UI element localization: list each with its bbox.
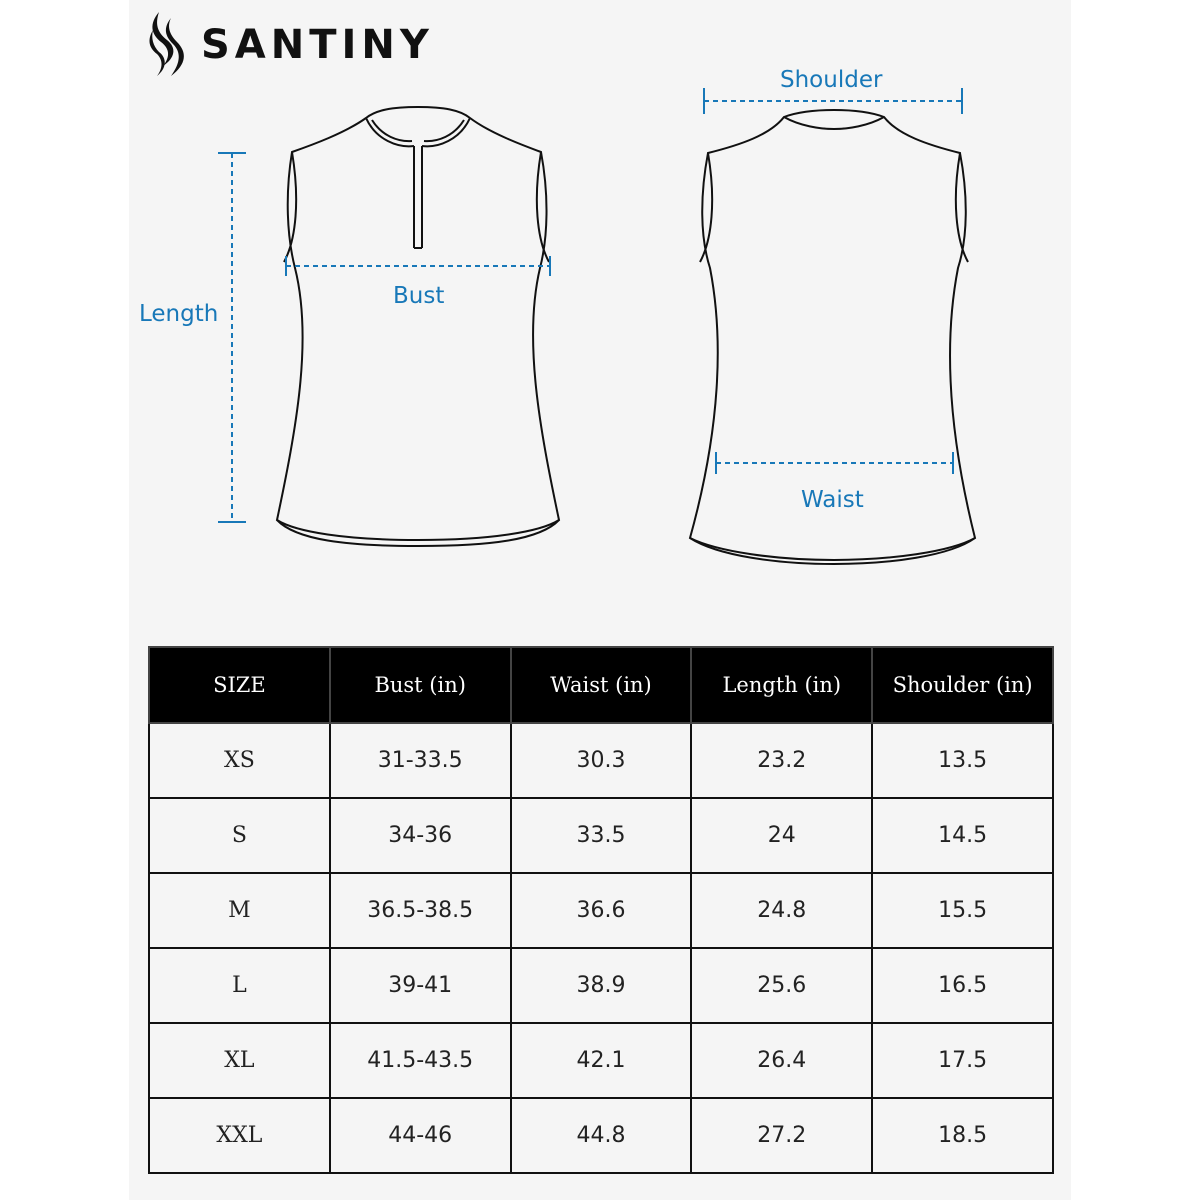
- length-cell: 27.2: [691, 1098, 872, 1173]
- shoulder-cell: 15.5: [872, 873, 1053, 948]
- shoulder-cell: 17.5: [872, 1023, 1053, 1098]
- size-cell: XS: [149, 723, 330, 798]
- shoulder-cell: 16.5: [872, 948, 1053, 1023]
- waist-cell: 44.8: [511, 1098, 692, 1173]
- front-view-garment: [277, 107, 559, 546]
- shoulder-cell: 14.5: [872, 798, 1053, 873]
- shoulder-label: Shoulder: [780, 67, 883, 93]
- length-cell: 26.4: [691, 1023, 872, 1098]
- size-cell: M: [149, 873, 330, 948]
- waist-cell: 30.3: [511, 723, 692, 798]
- waist-measure-line: [716, 452, 953, 474]
- waist-cell: 36.6: [511, 873, 692, 948]
- bust-cell: 41.5-43.5: [330, 1023, 511, 1098]
- shoulder-cell: 18.5: [872, 1098, 1053, 1173]
- bust-cell: 39-41: [330, 948, 511, 1023]
- table-row: [149, 873, 1053, 948]
- size-cell: L: [149, 948, 330, 1023]
- header-waist: Waist (in): [511, 647, 692, 723]
- shoulder-cell: 13.5: [872, 723, 1053, 798]
- size-cell: XXL: [149, 1098, 330, 1173]
- length-cell: 24: [691, 798, 872, 873]
- waist-cell: 42.1: [511, 1023, 692, 1098]
- waist-cell: 38.9: [511, 948, 692, 1023]
- table-row: [149, 1023, 1053, 1098]
- size-cell: S: [149, 798, 330, 873]
- header-shoulder: Shoulder (in): [872, 647, 1053, 723]
- bust-cell: 31-33.5: [330, 723, 511, 798]
- bust-cell: 34-36: [330, 798, 511, 873]
- waist-label: Waist: [801, 487, 864, 513]
- table-row: [149, 723, 1053, 798]
- bust-label: Bust: [393, 283, 445, 309]
- length-cell: 23.2: [691, 723, 872, 798]
- table-row: [149, 1098, 1053, 1173]
- table-row: [149, 798, 1053, 873]
- length-cell: 25.6: [691, 948, 872, 1023]
- size-chart-table: [148, 646, 1054, 1174]
- table-row: [149, 948, 1053, 1023]
- bust-cell: 36.5-38.5: [330, 873, 511, 948]
- header-bust: Bust (in): [330, 647, 511, 723]
- waist-cell: 33.5: [511, 798, 692, 873]
- size-cell: XL: [149, 1023, 330, 1098]
- brand-name: SANTINY: [201, 22, 434, 68]
- header-size: SIZE: [149, 647, 330, 723]
- length-cell: 24.8: [691, 873, 872, 948]
- length-label: Length: [139, 301, 219, 327]
- table-header-row: [149, 647, 1053, 723]
- length-measure-line: [218, 153, 246, 522]
- bust-measure-line: [286, 256, 550, 276]
- header-length: Length (in): [691, 647, 872, 723]
- bust-cell: 44-46: [330, 1098, 511, 1173]
